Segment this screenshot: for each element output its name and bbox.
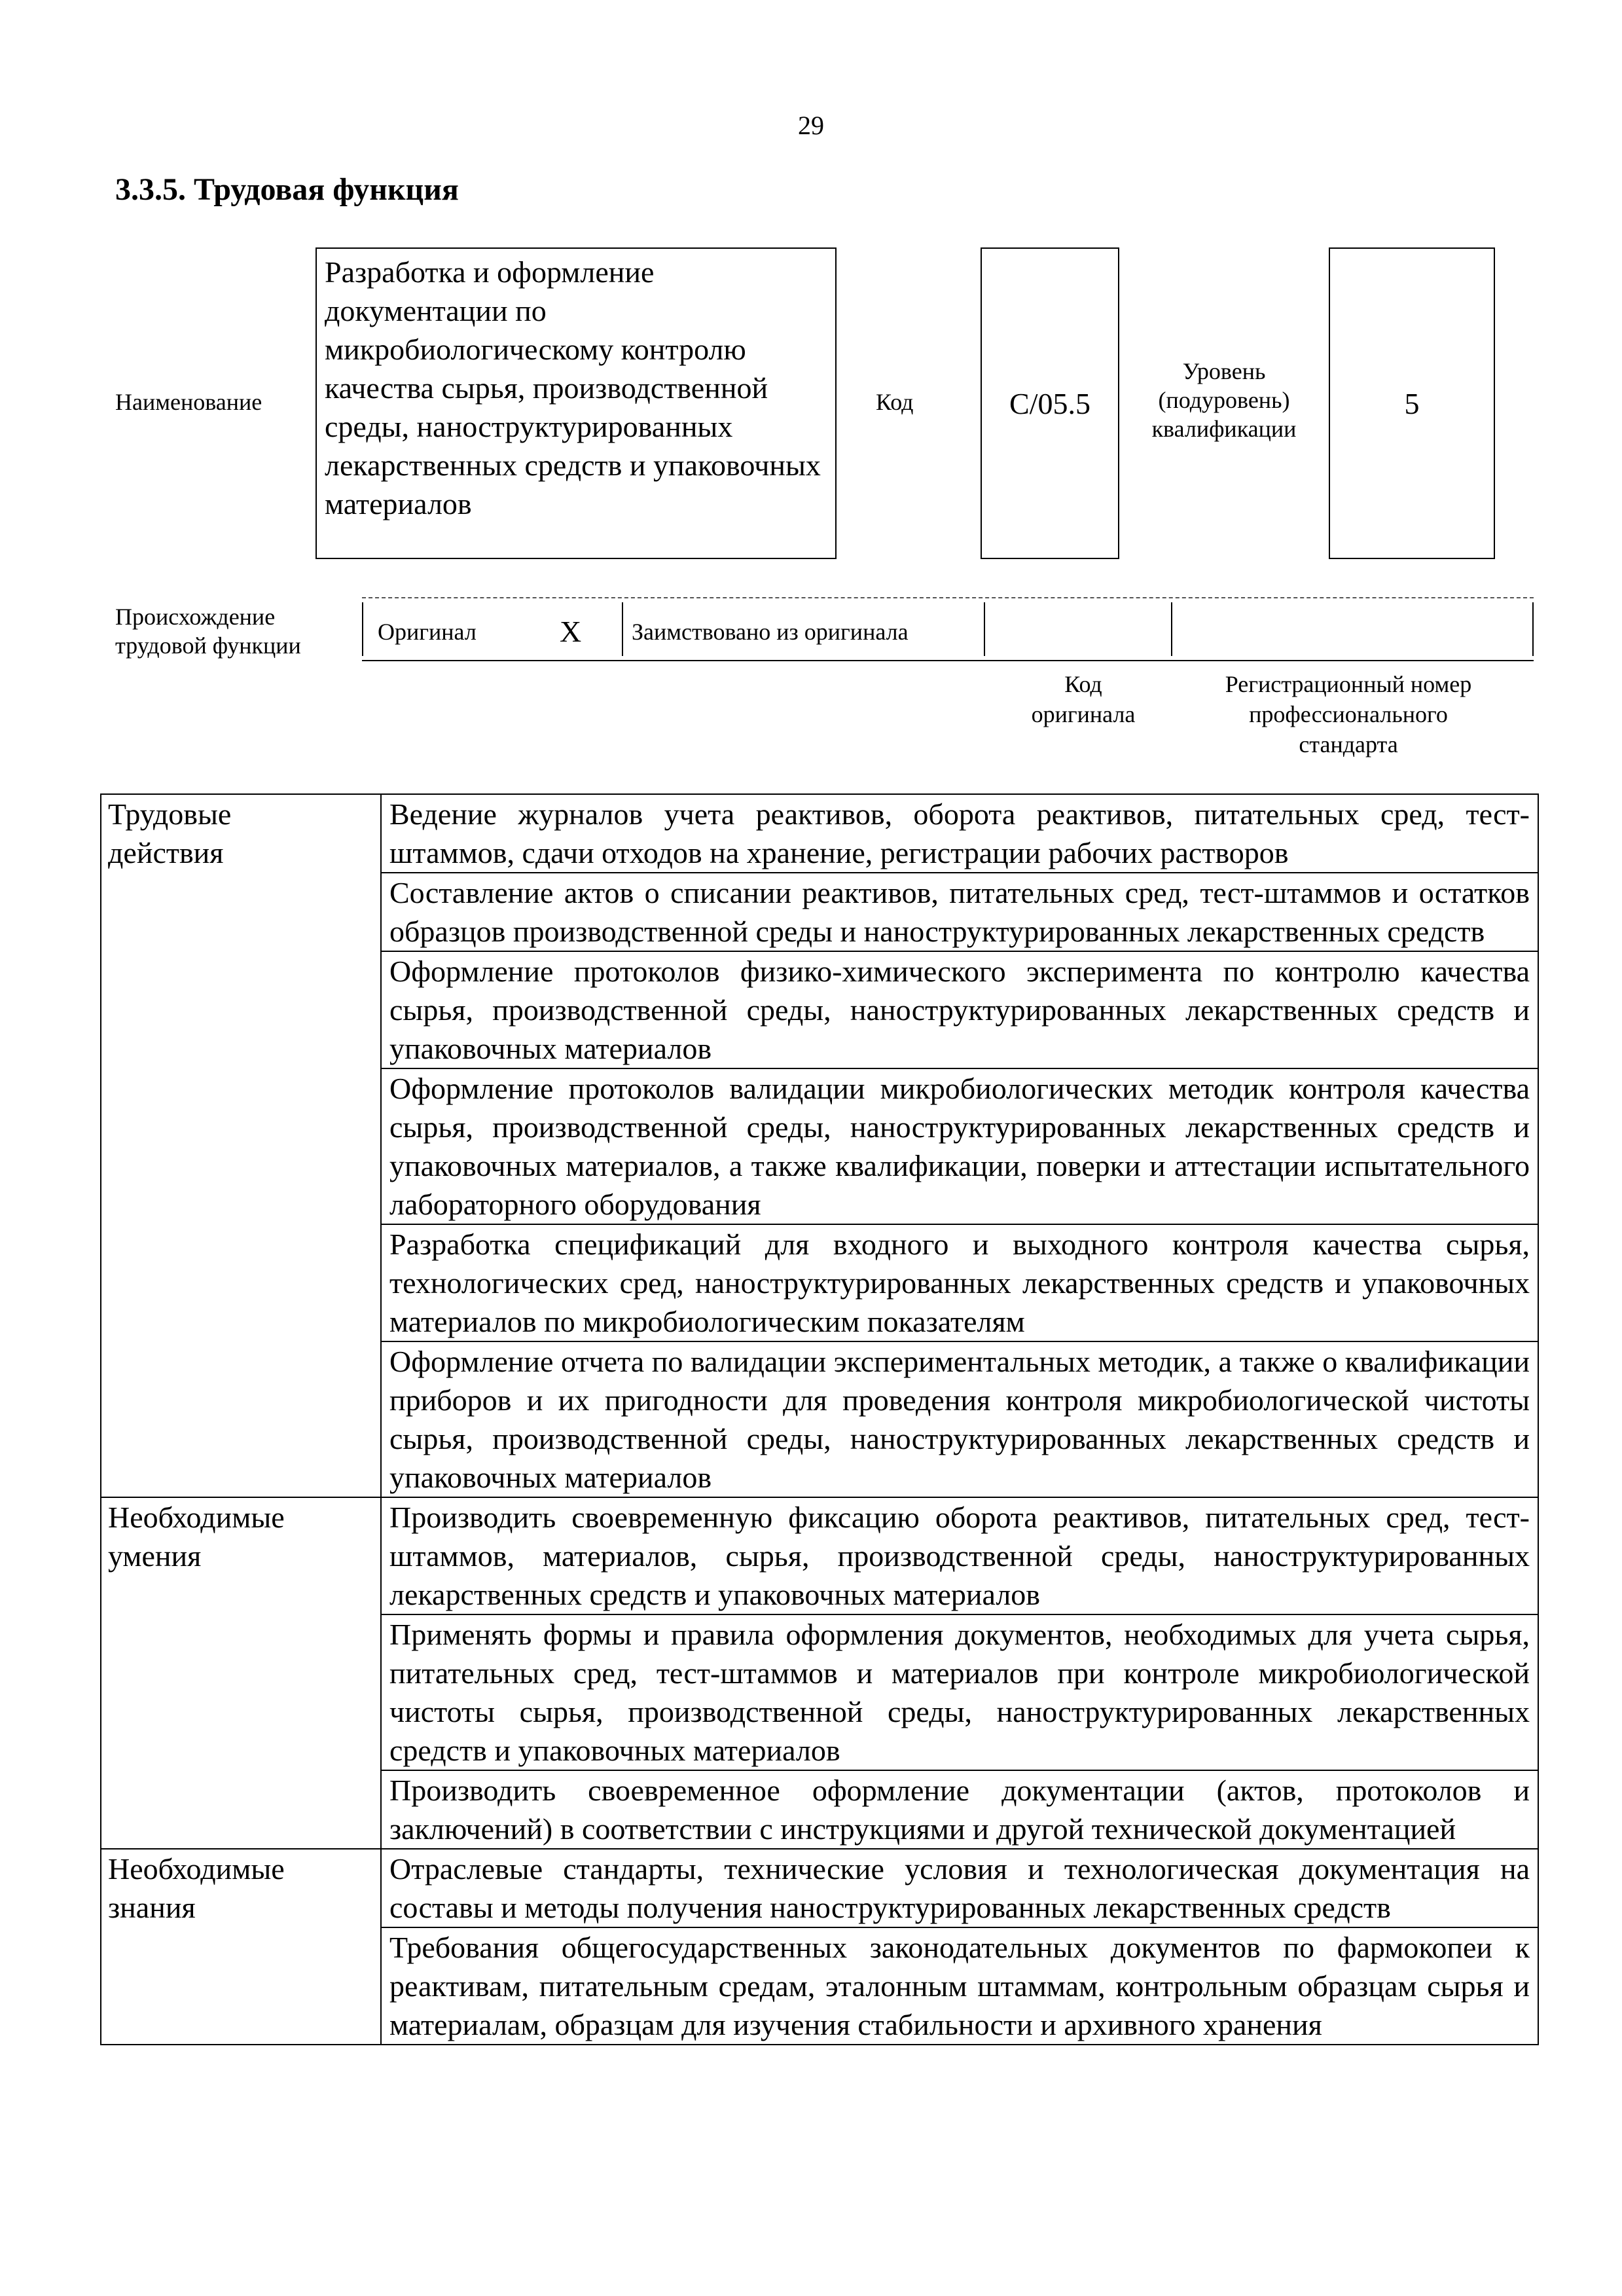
table-row <box>101 794 1538 873</box>
level-label <box>1126 357 1322 443</box>
original-mark: X <box>560 615 582 648</box>
original-label: Оригинал <box>378 619 477 645</box>
origin-row <box>362 597 1534 661</box>
labor-action-item: Оформление протоколов физико-химического эксперимента по контролю качества сырья, производственной среды, наноструктурированных лекарственных средств и упаковочных материалов <box>381 951 1538 1068</box>
skill-item: Производить своевременную фиксацию оборота реактивов, питательных сред, тест-штаммов, материалов, сырья, производственной среды, наноструктурированных лекарственных средств и упаковочных материалов <box>381 1497 1538 1614</box>
caption-line: Код <box>1064 671 1102 697</box>
category-required-knowledge <box>101 1849 381 2045</box>
level-box <box>1329 247 1495 559</box>
borrowed-label: Заимствовано из оригинала <box>632 619 909 645</box>
table-row <box>101 1849 1538 1927</box>
category-label-line: знания <box>108 1891 196 1924</box>
skill-item: Производить своевременное оформление документации (актов, протоколов и заключений) в соответствии с инструкциями и другой технической документацией <box>381 1770 1538 1849</box>
table-row <box>101 1497 1538 1614</box>
divider <box>1532 602 1534 656</box>
category-required-skills <box>101 1497 381 1849</box>
level-label-line: Уровень <box>1182 358 1266 384</box>
level-value: 5 <box>1404 386 1420 420</box>
category-label-line: действия <box>108 836 224 869</box>
origin-label-line: Происхождение <box>115 604 276 630</box>
function-details-table <box>100 793 1539 2045</box>
section-title: 3.3.5. Трудовая функция <box>115 172 459 207</box>
registration-number-caption <box>1191 669 1505 759</box>
skill-item: Применять формы и правила оформления документов, необходимых для учета сырья, питательных сред, тест-штаммов и материалов при контроле микробиологической чистоты сырья, производственной среды, наноструктурированных лекарственных средств и упаковочных материалов <box>381 1614 1538 1770</box>
function-name: Разработка и оформление документации по микробиологическому контролю качества сырья, производственной среды, наноструктурированных лекарственных средств и упаковочных материалов <box>325 255 821 520</box>
labor-action-item: Ведение журналов учета реактивов, оборота реактивов, питательных сред, тест-штаммов, сдачи отходов на хранение, регистрации рабочих растворов <box>381 794 1538 873</box>
labor-action-item: Оформление отчета по валидации экспериментальных методик, а также о квалификации приборов и их пригодности для проведения контроля микробиологической чистоты сырья, производственной среды, наноструктурированных лекарственных средств и упаковочных материалов <box>381 1341 1538 1497</box>
labor-action-item: Разработка спецификаций для входного и выходного контроля качества сырья, технологических сред, наноструктурированных лекарственных средств и упаковочных материалов по микробиологическим показателям <box>381 1224 1538 1341</box>
divider <box>984 602 985 656</box>
divider <box>1171 602 1172 656</box>
category-label-line: умения <box>108 1539 202 1573</box>
caption-line: Регистрационный номер <box>1225 671 1472 697</box>
knowledge-item: Требования общегосударственных законодательных документов по фармокопеи к реактивам, питательным средам, эталонным штаммам, контрольным образцам сырья и материалам, образцам для изучения стабильности и архивного хранения <box>381 1927 1538 2045</box>
level-label-line: (подуровень) <box>1158 387 1290 413</box>
category-label-line: Необходимые <box>108 1501 285 1534</box>
level-label-line: квалификации <box>1151 416 1297 442</box>
name-label: Наименование <box>115 389 262 415</box>
knowledge-item: Отраслевые стандарты, технические условия и технологическая документация на составы и методы получения наноструктурированных лекарственных средств <box>381 1849 1538 1927</box>
code-box <box>981 247 1119 559</box>
original-code-caption <box>1001 669 1165 729</box>
caption-line: профессионального <box>1249 701 1448 727</box>
caption-line: стандарта <box>1299 731 1398 757</box>
divider <box>622 602 623 656</box>
code-value: C/05.5 <box>1009 386 1090 420</box>
function-name-box <box>315 247 837 559</box>
labor-action-item: Оформление протоколов валидации микробиологических методик контроля качества сырья, производственной среды, наноструктурированных лекарственных средств и упаковочных материалов, а также квалификации, поверки и аттестации испытательного лабораторного оборудования <box>381 1068 1538 1224</box>
divider <box>362 602 363 656</box>
origin-label <box>115 602 301 660</box>
caption-line: оригинала <box>1031 701 1136 727</box>
category-label-line: Необходимые <box>108 1852 285 1886</box>
origin-label-line: трудовой функции <box>115 632 301 659</box>
labor-action-item: Составление актов о списании реактивов, питательных сред, тест-штаммов и остатков образцов производственной среды и наноструктурированных лекарственных средств <box>381 873 1538 951</box>
code-label: Код <box>876 389 914 415</box>
page-number: 29 <box>798 111 824 140</box>
category-label-line: Трудовые <box>108 797 232 831</box>
category-labor-actions <box>101 794 381 1497</box>
